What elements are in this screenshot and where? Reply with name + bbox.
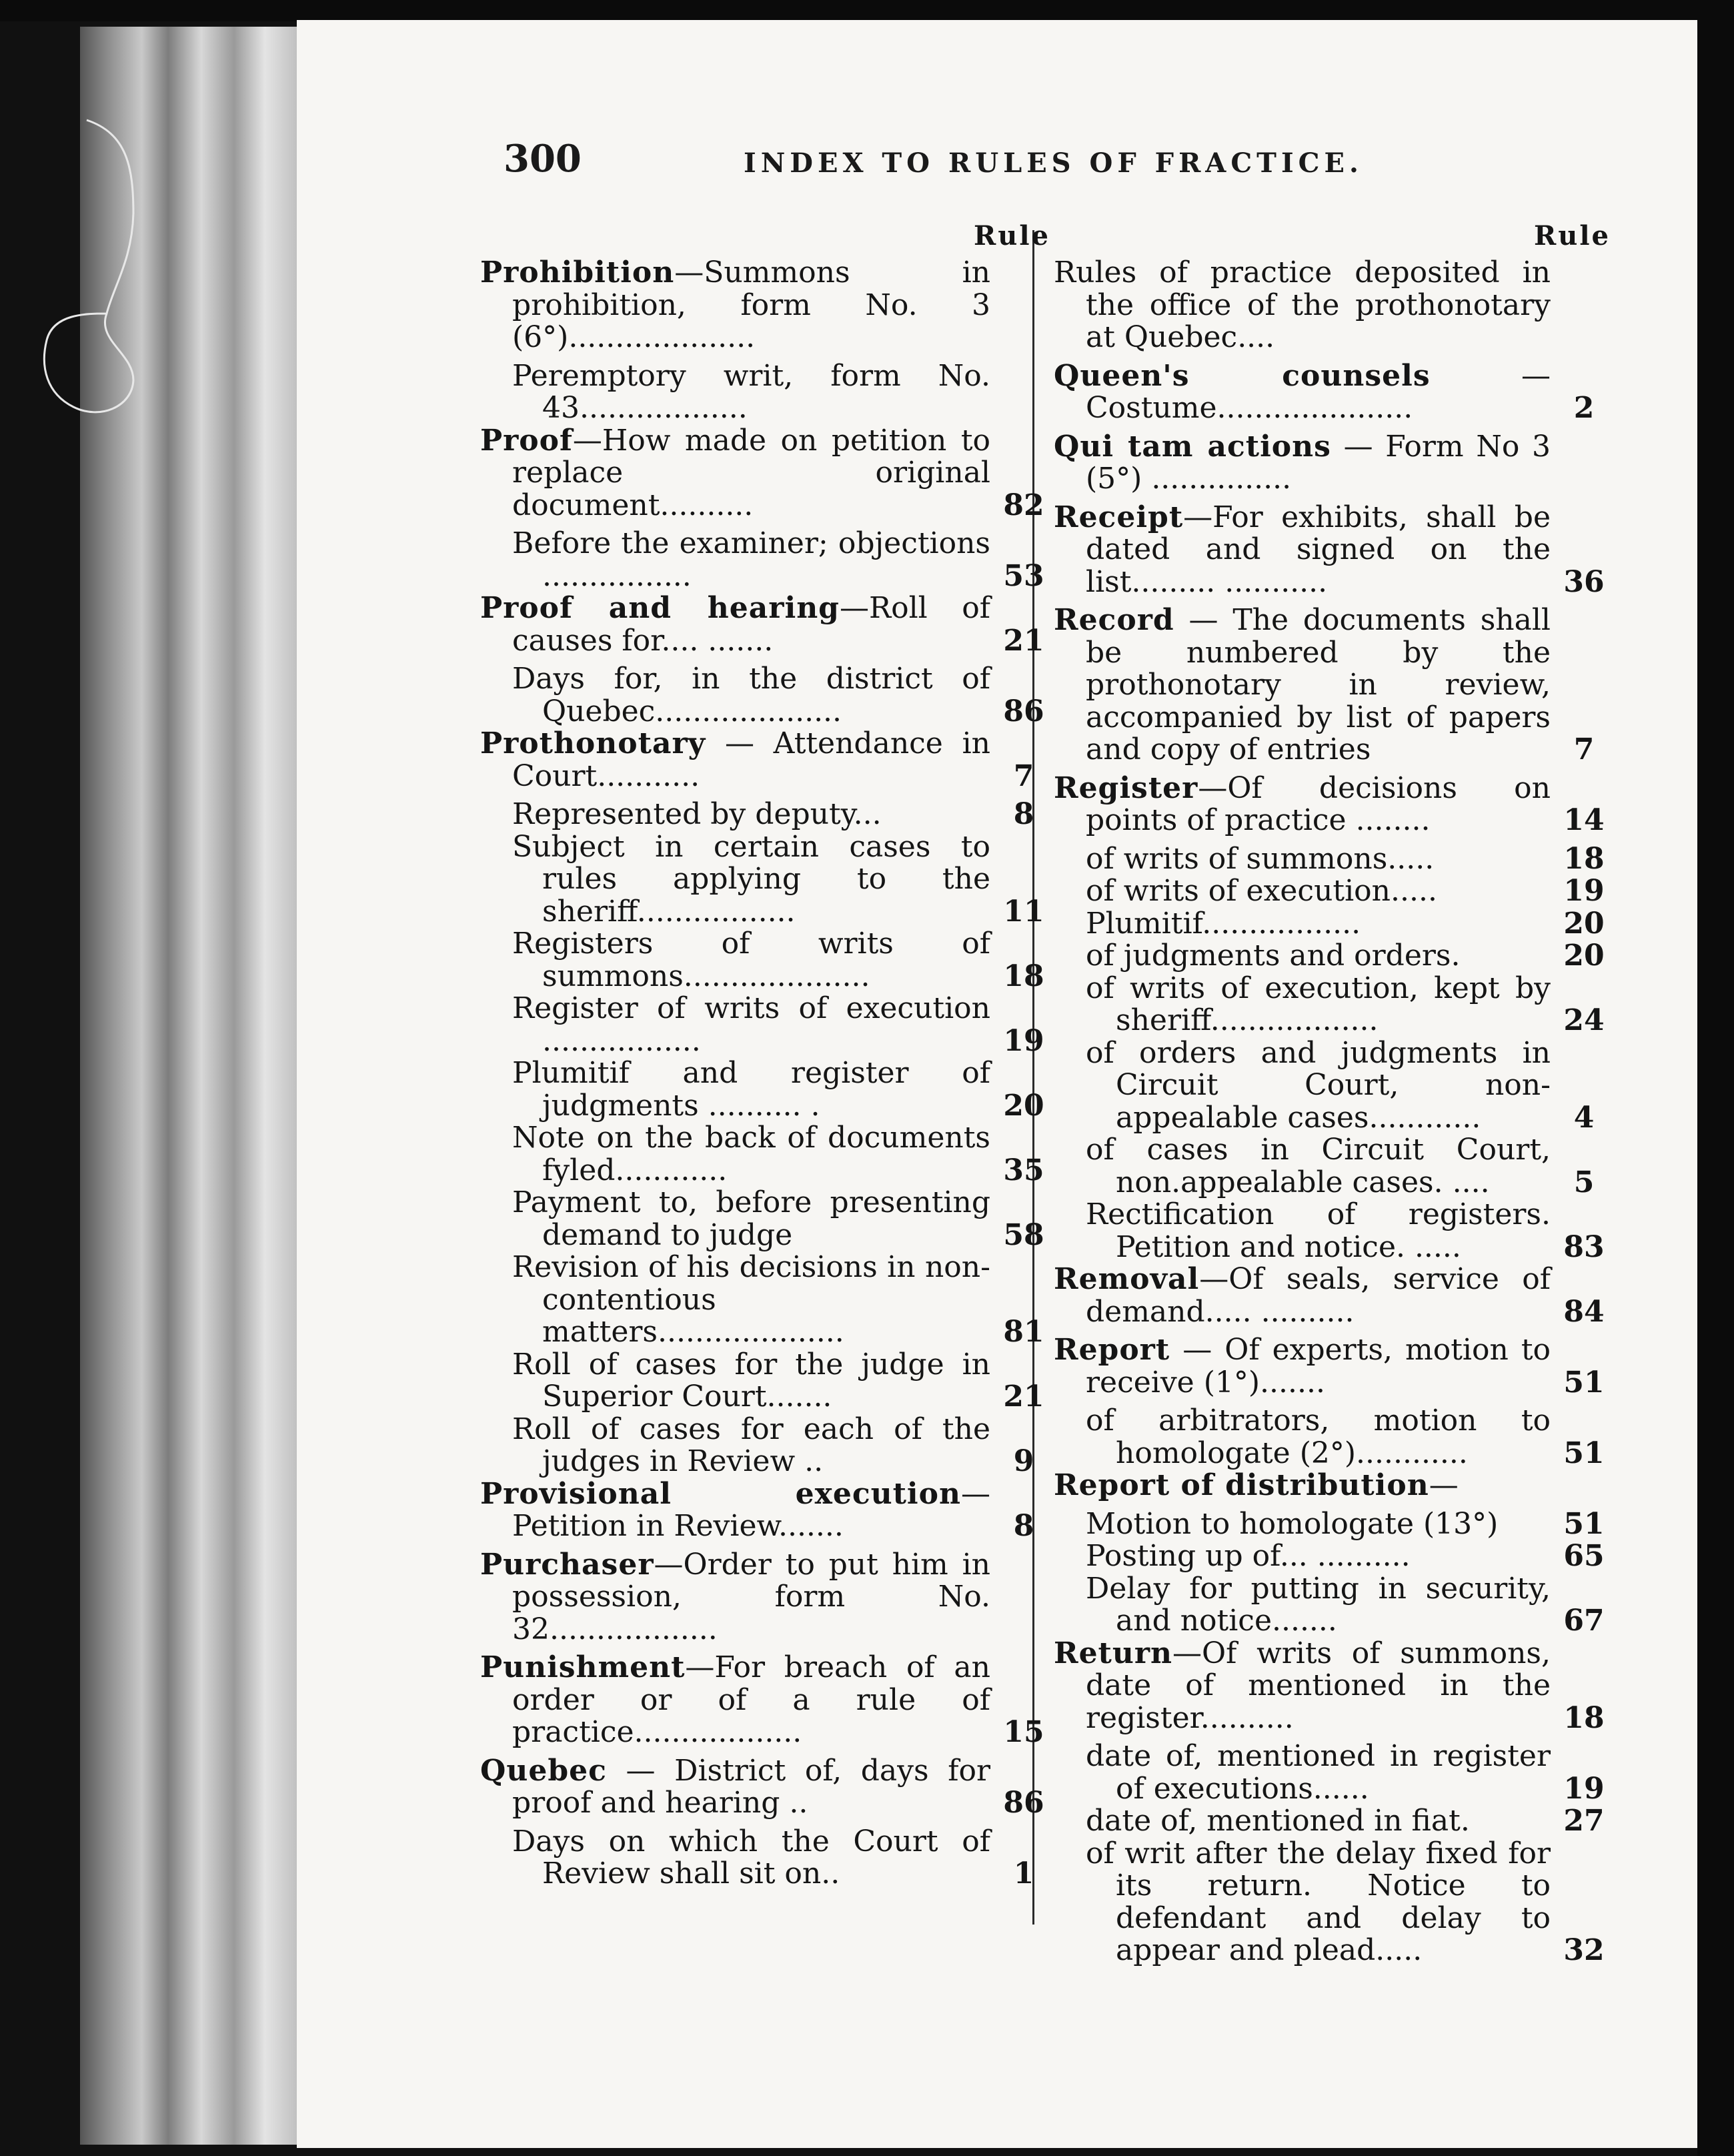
entry-description: Rules of practice deposited in the office of the prothonotary at Quebec.... xyxy=(1054,255,1551,354)
entry-text xyxy=(480,993,990,1057)
rule-number: 19 xyxy=(1563,1771,1605,1806)
entry-description: —Order to put him in possession, form No. 32.................. xyxy=(512,1547,990,1646)
index-entry xyxy=(1054,500,1605,599)
rule-number: 8 xyxy=(1013,797,1034,831)
index-entry xyxy=(480,1412,1034,1478)
index-column-left xyxy=(480,220,1054,1891)
entry-description: Before the examiner; objections ................ xyxy=(512,526,990,593)
index-entry xyxy=(1054,841,1605,876)
entry-text xyxy=(1054,604,1551,766)
entry-description: of judgments and orders. xyxy=(1086,939,1461,973)
entry-text xyxy=(480,1057,990,1122)
entry-heading: Purchaser xyxy=(480,1547,654,1582)
entry-text xyxy=(480,360,990,425)
entry-text xyxy=(1054,1263,1551,1328)
scan-border-right xyxy=(1697,0,1734,2156)
entry-heading: Proof and hearing xyxy=(480,591,840,625)
entry-text xyxy=(1054,1470,1551,1502)
index-entry xyxy=(1054,1804,1605,1838)
rule-number: 65 xyxy=(1563,1539,1605,1573)
entry-text xyxy=(480,257,990,354)
rule-number: 58 xyxy=(1003,1217,1044,1252)
entry-description: — Of experts, motion to receive (1°)....... xyxy=(1086,1333,1551,1400)
index-entry xyxy=(1054,1836,1605,1967)
entry-heading: Qui tam actions xyxy=(1054,429,1331,464)
rule-number: 18 xyxy=(1003,959,1044,993)
entry-description: date of, mentioned in fiat. xyxy=(1086,1804,1470,1838)
rule-number: 18 xyxy=(1563,841,1605,876)
entry-description: Posting up of... .......... xyxy=(1086,1539,1411,1573)
entry-text xyxy=(1054,1740,1551,1805)
index-entry xyxy=(1054,1133,1595,1199)
rule-number: 36 xyxy=(1563,564,1605,599)
entry-description: Subject in certain cases to rules applying to the sheriff................. xyxy=(512,829,990,929)
index-entry xyxy=(1054,1197,1605,1264)
running-title: INDEX TO RULES OF FRACTICE. xyxy=(744,147,1363,179)
entry-text xyxy=(1054,1838,1551,1967)
index-entry xyxy=(480,1753,1044,1820)
index-entry xyxy=(480,927,1044,993)
entry-text xyxy=(1054,973,1551,1037)
entry-text xyxy=(1054,1508,1551,1541)
rule-number: 19 xyxy=(1003,1023,1044,1058)
rule-number: 7 xyxy=(1013,758,1034,793)
entry-description: of writs of execution, kept by sheriff.................. xyxy=(1086,971,1551,1037)
index-entry xyxy=(1054,874,1605,908)
entry-text xyxy=(480,831,990,929)
entry-description: —For breach of an order or of a rule of practice.................. xyxy=(512,1650,990,1749)
entry-description: —Of seals, service of demand..... .......... xyxy=(1086,1262,1551,1329)
entry-description: of cases in Circuit Court, non.appealable cases. .... xyxy=(1086,1133,1551,1199)
index-entry xyxy=(480,1476,1034,1543)
index-entry xyxy=(1054,906,1605,941)
index-entry xyxy=(1054,603,1595,766)
index-entry xyxy=(480,1250,1044,1349)
entry-text xyxy=(1054,1334,1551,1399)
entry-heading: Prohibition xyxy=(480,255,675,290)
entry-description: of arbitrators, motion to homologate (2°)............ xyxy=(1086,1404,1551,1470)
entry-description: Rectification of registers. Petition and notice. ..... xyxy=(1086,1197,1551,1264)
rule-number: 5 xyxy=(1573,1165,1595,1199)
entry-description: —Of writs of summons, date of mentioned in the register.......... xyxy=(1086,1636,1551,1735)
entry-description: Note on the back of documents fyled............ xyxy=(512,1121,990,1187)
entry-description: Delay for putting in security, and notice....... xyxy=(1086,1571,1551,1638)
entry-description: Roll of cases for the judge in Superior Court....... xyxy=(512,1347,990,1414)
index-entry xyxy=(480,726,1034,793)
rule-number: 21 xyxy=(1003,1380,1044,1414)
index-entry xyxy=(480,1121,1044,1187)
entry-text xyxy=(1054,1638,1551,1735)
rule-number: 1 xyxy=(1013,1856,1034,1891)
entry-description: Payment to, before presenting demand to judge xyxy=(512,1185,990,1252)
entry-description: — District of, days for proof and hearing .. xyxy=(512,1753,990,1820)
entry-description: — The documents shall be numbered by the prothonotary in review, accompanied by list of papers and copy of entries xyxy=(1086,603,1551,766)
rule-column-header: Rule xyxy=(1534,220,1611,251)
entry-text xyxy=(1054,1405,1551,1470)
entry-description: of writs of execution..... xyxy=(1086,874,1437,908)
entry-text xyxy=(480,928,990,993)
entry-text xyxy=(1054,908,1551,941)
entry-text xyxy=(1054,940,1551,973)
rule-number: 14 xyxy=(1563,803,1605,837)
index-entry xyxy=(1054,257,1551,354)
index-entry xyxy=(1054,971,1605,1037)
entry-text xyxy=(480,425,990,522)
rule-number: 9 xyxy=(1013,1444,1034,1478)
entry-description: of writs of summons..... xyxy=(1086,841,1435,876)
entry-description: — xyxy=(1429,1468,1459,1502)
entry-text xyxy=(480,592,990,657)
entry-description: Days on which the Court of Review shall sit on.. xyxy=(512,1824,990,1891)
index-entry xyxy=(1054,1035,1595,1135)
index-entry xyxy=(1054,1539,1605,1573)
index-entry xyxy=(480,1185,1044,1252)
entry-description: Revision of his decisions in non-contentious matters.................... xyxy=(512,1250,990,1349)
entry-description: —Petition in Review....... xyxy=(512,1476,990,1543)
index-entry xyxy=(1054,1739,1605,1806)
rule-number: 51 xyxy=(1563,1506,1605,1541)
entry-text xyxy=(480,798,990,831)
index-entry xyxy=(1054,1636,1605,1735)
entry-text xyxy=(480,1251,990,1349)
rule-number: 20 xyxy=(1563,939,1605,973)
rule-number: 21 xyxy=(1003,623,1044,658)
entry-heading: Punishment xyxy=(480,1650,686,1684)
entry-text xyxy=(480,1414,990,1478)
rule-number: 53 xyxy=(1003,558,1044,593)
entry-text xyxy=(1054,875,1551,908)
index-entries xyxy=(480,257,1054,1891)
rule-number: 20 xyxy=(1563,906,1605,941)
rule-number: 4 xyxy=(1573,1100,1595,1135)
entry-description: — Costume..................... xyxy=(1086,358,1551,425)
entry-text xyxy=(480,663,990,728)
entry-text xyxy=(480,528,990,592)
rule-number: 81 xyxy=(1003,1315,1044,1349)
entry-heading: Return xyxy=(1054,1636,1173,1670)
rule-number: 86 xyxy=(1003,1786,1044,1820)
rule-number: 7 xyxy=(1573,732,1595,766)
entry-text xyxy=(480,1478,990,1543)
entry-description: Represented by deputy... xyxy=(512,797,882,831)
entry-text xyxy=(1054,360,1551,425)
entry-description: —How made on petition to replace original document.......... xyxy=(512,423,990,522)
entry-description: —Roll of causes for.... ....... xyxy=(512,591,990,658)
page-number: 300 xyxy=(504,137,582,181)
entry-heading: Provisional execution xyxy=(480,1476,961,1511)
entry-text xyxy=(480,1187,990,1251)
index-entry xyxy=(480,1549,990,1646)
index-entry xyxy=(480,526,1044,593)
pencil-scribble-mark xyxy=(33,113,167,427)
entry-text xyxy=(1054,502,1551,599)
entry-description: Days for, in the district of Quebec.................... xyxy=(512,662,990,728)
entry-heading: Queen's counsels xyxy=(1054,358,1431,393)
index-entry xyxy=(480,591,1044,658)
index-entry xyxy=(480,1650,1044,1749)
index-entry xyxy=(480,1347,1044,1414)
entry-text xyxy=(480,1122,990,1187)
entry-description: Motion to homologate (13°) xyxy=(1086,1506,1499,1541)
index-entry xyxy=(480,423,1044,522)
index-entry xyxy=(480,1824,1034,1891)
entry-description: —For exhibits, shall be dated and signed on the list......... ........... xyxy=(1086,500,1551,599)
entry-text xyxy=(1054,843,1551,876)
rule-number: 32 xyxy=(1563,1933,1605,1967)
rule-number: 2 xyxy=(1573,391,1595,425)
entry-heading: Record xyxy=(1054,603,1174,637)
entry-text xyxy=(1054,257,1551,354)
index-entry xyxy=(480,1056,1044,1123)
index-entry xyxy=(1054,770,1605,837)
index-entries xyxy=(1054,257,1614,1967)
entry-description: — Form No 3 (5°) ............... xyxy=(1086,429,1551,496)
rule-number: 15 xyxy=(1003,1715,1044,1749)
entry-text xyxy=(1054,1540,1551,1573)
rule-number: 19 xyxy=(1563,874,1605,908)
rule-number: 86 xyxy=(1003,694,1044,728)
entry-description: date of, mentioned in register of executions...... xyxy=(1086,1739,1551,1806)
index-entry xyxy=(1054,939,1605,973)
rule-number: 67 xyxy=(1563,1604,1605,1638)
entry-text xyxy=(1054,1199,1551,1263)
entry-heading: Report xyxy=(1054,1333,1170,1367)
index-entry xyxy=(1054,1404,1605,1470)
rule-number: 83 xyxy=(1563,1229,1605,1264)
entry-text xyxy=(480,1652,990,1749)
rule-number: 18 xyxy=(1563,1700,1605,1735)
index-entry xyxy=(480,797,1034,831)
entry-description: —Of decisions on points of practice ........ xyxy=(1086,770,1551,837)
entry-heading: Proof xyxy=(480,423,573,458)
entry-text xyxy=(1054,1037,1551,1135)
entry-text xyxy=(480,728,990,792)
entry-heading: Register xyxy=(1054,770,1198,805)
entry-description: Peremptory writ, form No. 43.................. xyxy=(512,358,990,425)
index-entry xyxy=(1054,1506,1605,1541)
rule-number: 51 xyxy=(1563,1365,1605,1400)
entry-heading: Removal xyxy=(1054,1262,1200,1296)
entry-description: — Attendance in Court........... xyxy=(512,726,990,793)
entry-description: Roll of cases for each of the judges in Review .. xyxy=(512,1412,990,1478)
entry-description: Register of writs of execution ................. xyxy=(512,991,990,1058)
entry-text xyxy=(1054,1573,1551,1638)
entry-description: —Summons in prohibition, form No. 3 (6°).................... xyxy=(512,255,990,354)
entry-heading: Prothonotary xyxy=(480,726,706,760)
entry-text xyxy=(480,1826,990,1891)
index-entry xyxy=(1054,431,1551,496)
entry-text xyxy=(1054,1134,1551,1199)
rule-number: 8 xyxy=(1013,1509,1034,1543)
rule-number: 84 xyxy=(1563,1294,1605,1329)
rule-number: 24 xyxy=(1563,1003,1605,1037)
scan-border-top xyxy=(0,0,1734,21)
index-entry xyxy=(1054,1333,1605,1400)
entry-heading: Report of distribution xyxy=(1054,1468,1429,1502)
index-entry xyxy=(480,829,1044,929)
entry-text xyxy=(1054,1805,1551,1838)
entry-description: Registers of writs of summons.................... xyxy=(512,927,990,993)
entry-text xyxy=(1054,772,1551,837)
rule-number: 20 xyxy=(1003,1088,1044,1123)
entry-text xyxy=(480,1755,990,1820)
entry-description: Plumitif................. xyxy=(1086,906,1361,941)
rule-number: 27 xyxy=(1563,1804,1605,1838)
entry-description: Plumitif and register of judgments .......... . xyxy=(512,1056,990,1123)
entry-text xyxy=(1054,431,1551,496)
entry-heading: Receipt xyxy=(1054,500,1184,534)
rule-number: 35 xyxy=(1003,1153,1044,1187)
index-entry xyxy=(1054,358,1595,425)
rule-column-header: Rule xyxy=(974,220,1050,251)
entry-heading: Quebec xyxy=(480,1753,607,1788)
rule-number: 11 xyxy=(1003,894,1044,929)
index-entry xyxy=(1054,1470,1551,1502)
entry-description: of writ after the delay fixed for its return. Notice to defendant and delay to appear and plead..... xyxy=(1086,1836,1551,1967)
index-column-right xyxy=(1054,220,1614,1967)
index-entry xyxy=(480,662,1044,728)
entry-text xyxy=(480,1549,990,1646)
entry-description: of orders and judgments in Circuit Court, non-appealable cases............ xyxy=(1086,1035,1551,1135)
index-entry xyxy=(480,360,990,425)
index-entry xyxy=(480,257,990,354)
entry-text xyxy=(480,1349,990,1414)
index-entry xyxy=(1054,1262,1605,1329)
running-head xyxy=(504,137,1477,190)
index-entry xyxy=(1054,1571,1605,1638)
index-entry xyxy=(480,991,1044,1058)
rule-number: 51 xyxy=(1563,1436,1605,1470)
rule-number: 82 xyxy=(1003,488,1044,522)
